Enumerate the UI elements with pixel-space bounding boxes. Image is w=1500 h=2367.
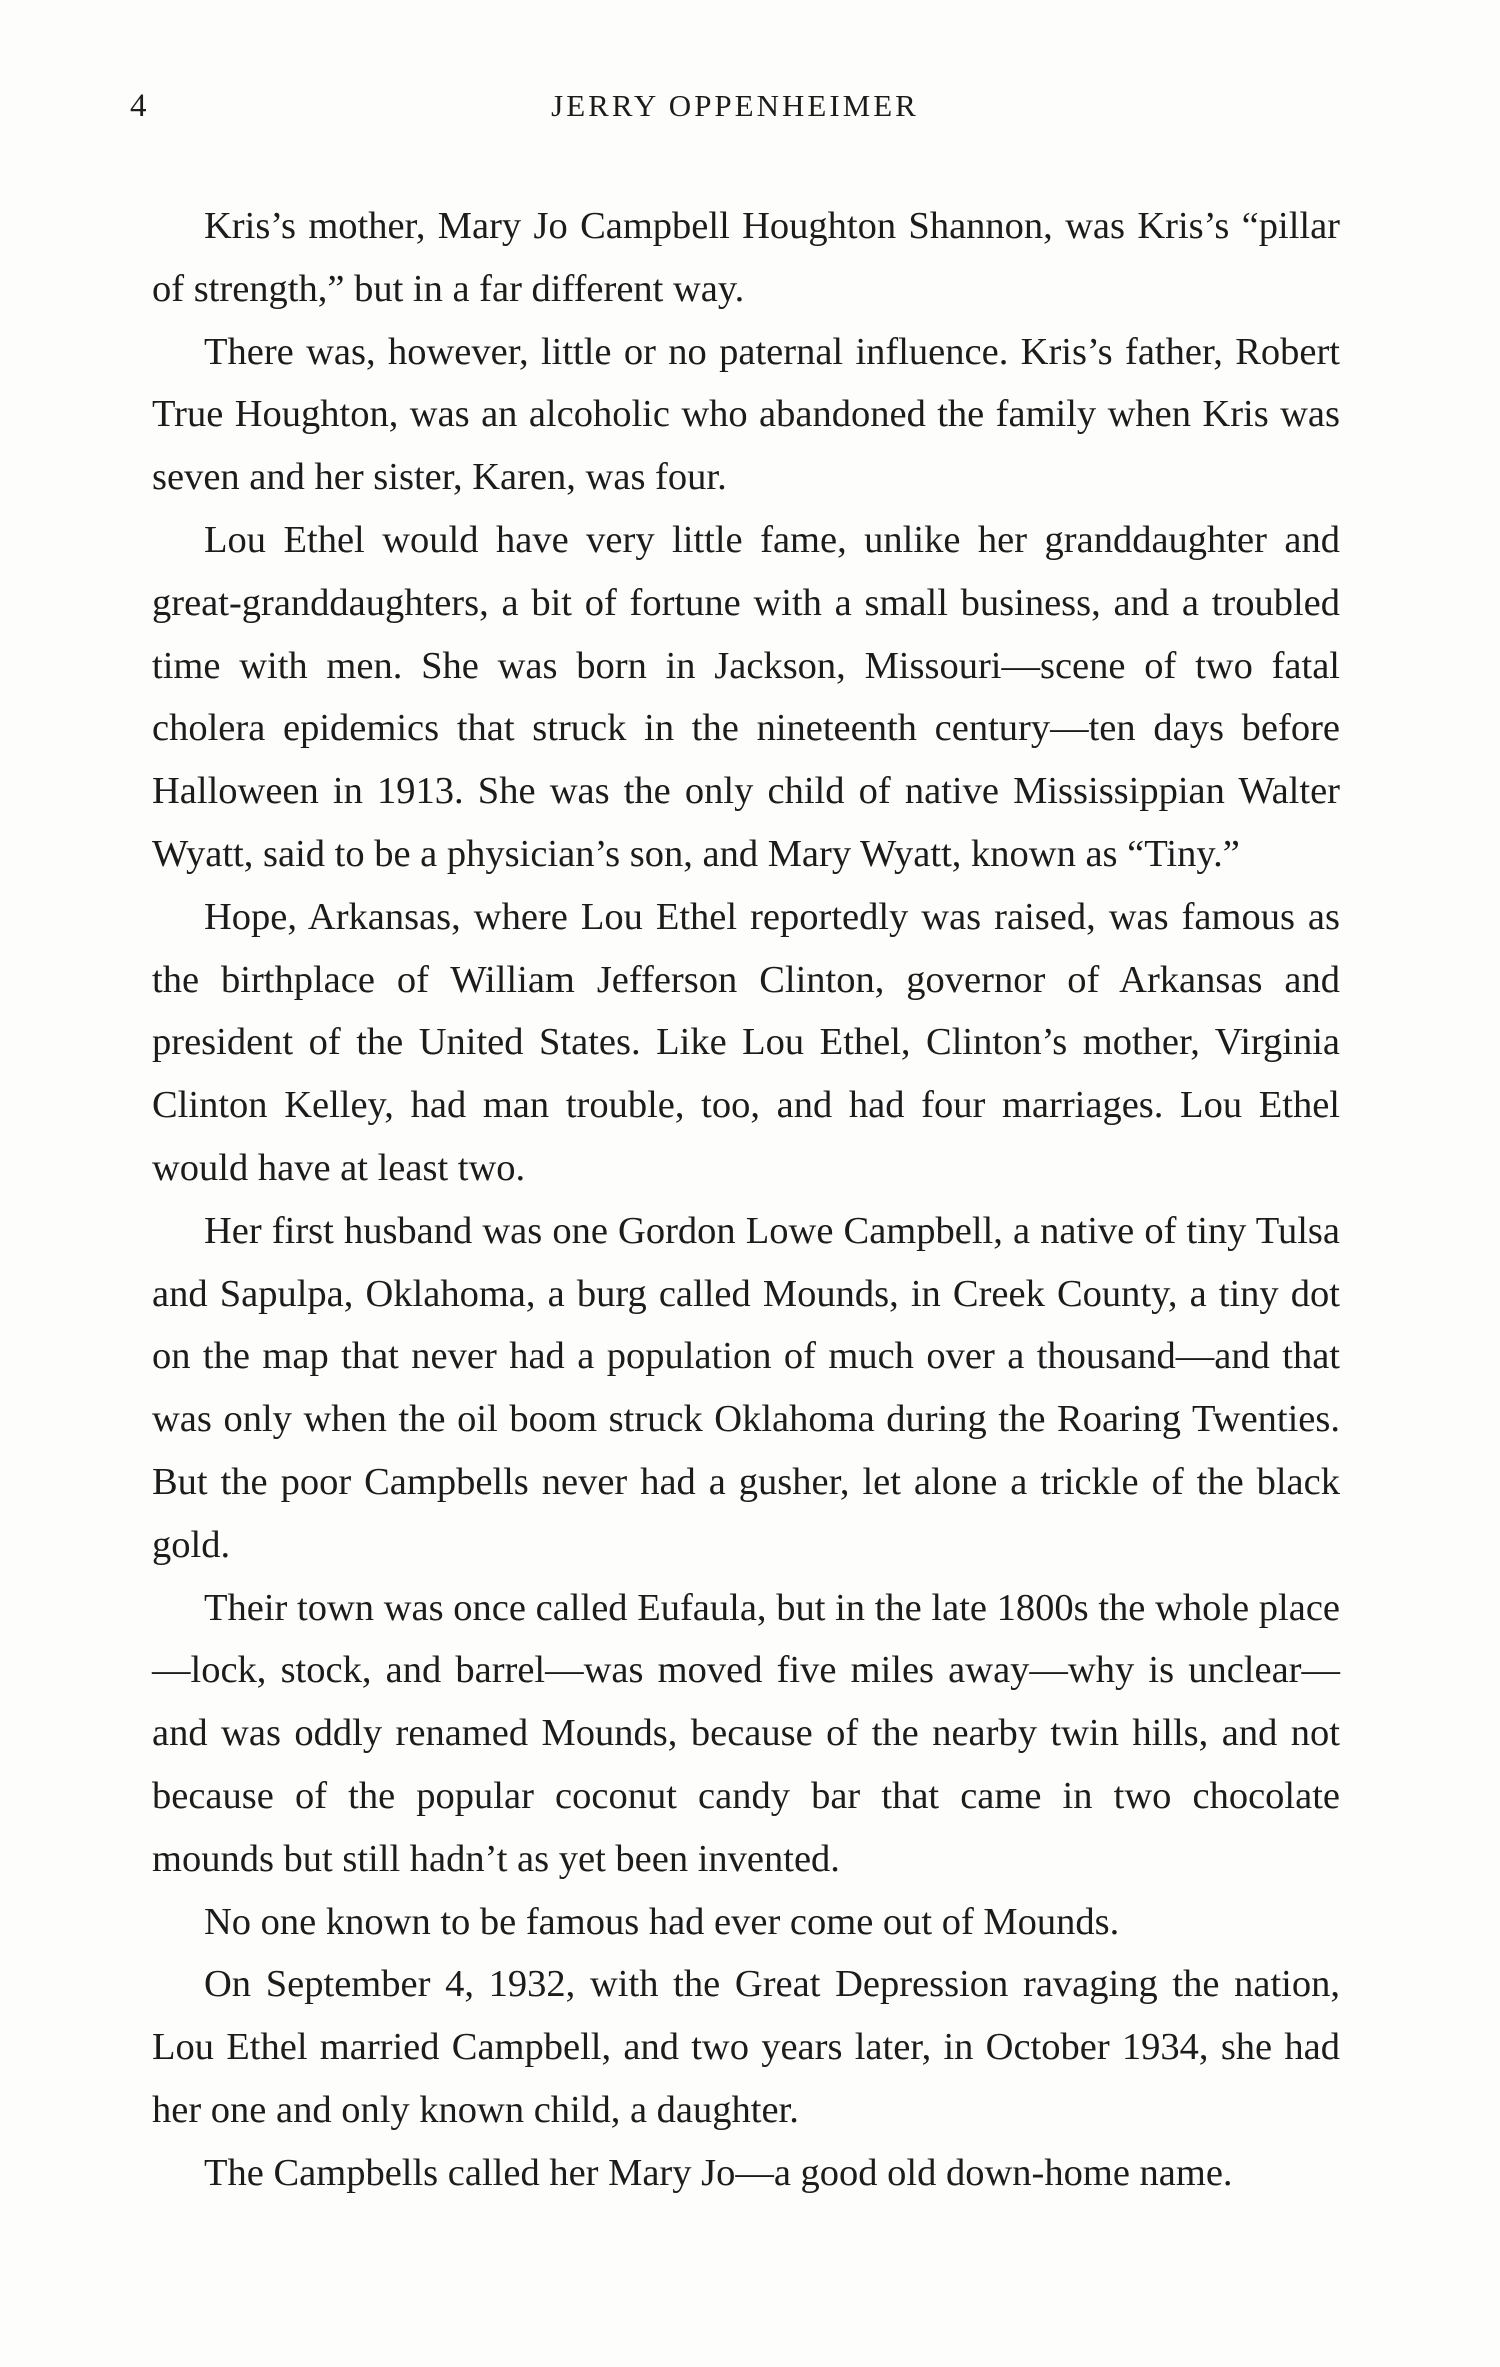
paragraph: Her first husband was one Gordon Lowe Campbell, a native of tiny Tulsa and Sapulpa, Oklahoma, a burg called Mounds, in Creek County, a tiny dot on the map that never had a population of much over a thousand—and that was only when the oil boom struck Oklahoma during the Roaring Twenties. But the poor Campbells never had a gusher, let alone a trickle of the black gold. xyxy=(152,1209,1340,1566)
paragraph: Kris’s mother, Mary Jo Campbell Houghton Shannon, was Kris’s “pillar of strength,” but in a far different way. xyxy=(152,205,1340,310)
running-head: JERRY OPPENHEIMER xyxy=(551,88,919,123)
page-header xyxy=(130,88,1340,138)
paragraph: Their town was once called Eufaula, but in the late 1800s the whole place—lock, stock, and barrel—was moved five miles away—why is unclear—and was oddly renamed Mounds, because of the nearby twin hills, and not because of the popular coconut candy bar that came in two chocolate mounds but still hadn’t as yet been invented. xyxy=(152,1586,1340,1880)
paragraph: There was, however, little or no paternal influence. Kris’s father, Robert True Houghton, was an alcoholic who abandoned the family when Kris was seven and her sister, Karen, was four. xyxy=(152,330,1340,499)
paragraph: No one known to be famous had ever come out of Mounds. xyxy=(204,1900,1120,1943)
paragraph: The Campbells called her Mary Jo—a good old down-home name. xyxy=(204,2151,1233,2194)
paragraph: On September 4, 1932, with the Great Depression ravaging the nation, Lou Ethel married Campbell, and two years later, in October 1934, she had her one and only known child, a daughter. xyxy=(152,1963,1340,2131)
page-number: 4 xyxy=(130,88,148,124)
paragraph: Lou Ethel would have very little fame, unlike her granddaughter and great-granddaughters, a bit of fortune with a small business, and a troubled time with men. She was born in Jackson, Missouri—scene of two fatal cholera epidemics that struck in the nineteenth century—ten days before Halloween in 1913. She was the only child of native Mississippian Walter Wyatt, said to be a physician’s son, and Mary Wyatt, known as “Tiny.” xyxy=(152,518,1340,875)
paragraph: Hope, Arkansas, where Lou Ethel reportedly was raised, was famous as the birthplace of William Jefferson Clinton, governor of Arkansas and president of the United States. Like Lou Ethel, Clinton’s mother, Virginia Clinton Kelley, had man trouble, too, and had four marriages. Lou Ethel would have at least two. xyxy=(152,895,1340,1189)
body-text xyxy=(152,195,1340,2205)
